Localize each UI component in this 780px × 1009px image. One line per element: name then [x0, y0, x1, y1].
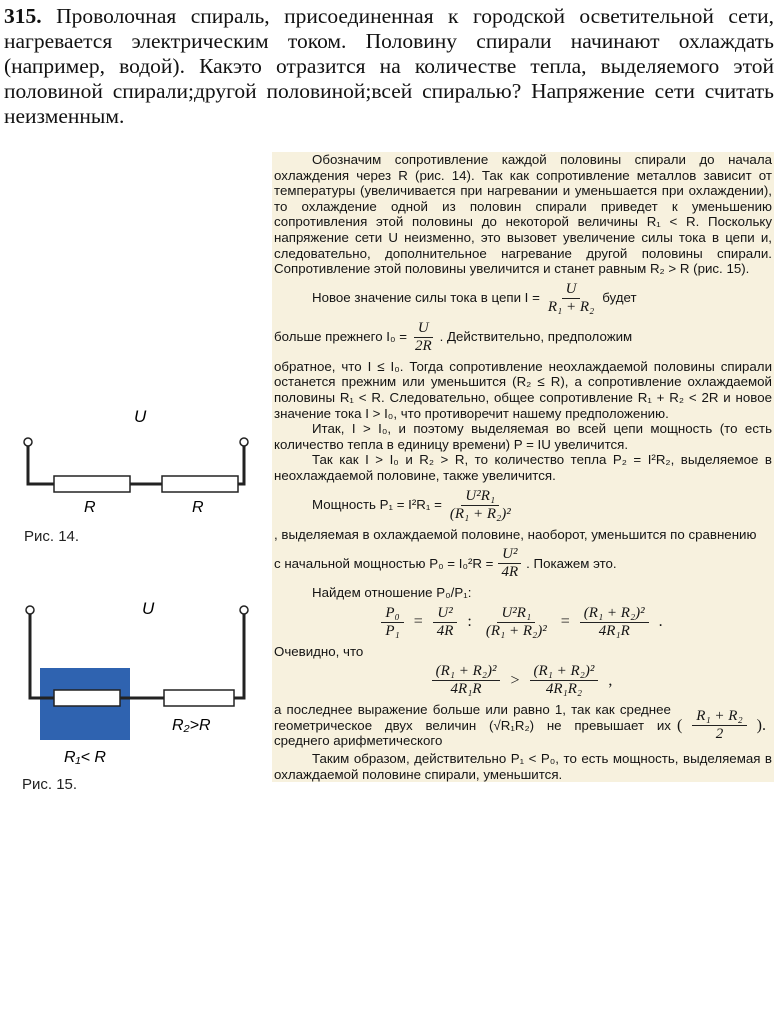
figure-14-caption: Рис. 14. [24, 528, 80, 545]
power-p0-fraction [497, 546, 522, 581]
ineq-a [432, 663, 501, 698]
power-p0-formula [274, 546, 772, 581]
colon-sign: : [467, 613, 472, 631]
ratio-c [482, 605, 551, 640]
comma-sign: , [608, 671, 613, 689]
current-den: R₁ + R₂ [547, 298, 595, 315]
inequality-formula [274, 663, 772, 698]
problem-statement [4, 4, 774, 129]
equals-sign: = [413, 613, 423, 631]
power-p0-text: с начальной мощностью P₀ = I₀²R = [274, 555, 494, 571]
solution-paragraph-9: Найдем отношение P₀/P₁: [312, 585, 472, 601]
ratio-d-num: (R₁ + R₂)² [580, 605, 649, 623]
ratio-a [381, 605, 403, 640]
resistor-left [54, 476, 130, 492]
ratio-c-den: (R₁ + R₂)² [485, 622, 547, 639]
terminal-left [24, 438, 32, 446]
arith-mean-num: R₁ + R₂ [692, 708, 746, 726]
problem-number: 315. [4, 4, 42, 28]
power-p1-num: U²R₁ [461, 488, 499, 506]
paren-open: ( [676, 716, 683, 734]
initial-current-after: . Действительно, предположим [439, 329, 633, 345]
solution-paragraph-5: Итак, I > I₀, и поэтому выделяемая во всей цепи мощность (то есть количество тепла в единицу времени) P = IU увеличится. [274, 421, 772, 452]
initial-current-formula [274, 320, 772, 355]
equals-sign: = [560, 613, 570, 631]
ratio-d [580, 605, 649, 640]
power-p1-fraction [446, 488, 515, 523]
arith-mean-den: 2 [715, 726, 724, 743]
ratio-b-num: U² [433, 605, 456, 623]
solution-paragraph-1: Обозначим сопротивление каждой половины спирали до начала охлаждения через R (рис. 14). Так как сопротивление металлов зависит от температуры (увеличивается при нагревании и уменьшается при охлаждении), то охлаждение одной из половин спирали приведет к уменьшению сопротивления этой половины до некоторой величины R₁ < R. Поскольку напряжение сети U неизменно, это вызовет увеличение силы тока в цепи и, следовательно, дополнительное нагревание другой половины спирали. Сопротивление этой половины увеличится и станет равным R₂ > R (рис. 15). [274, 152, 772, 277]
current-after: будет [602, 290, 637, 306]
fig14-r-left-label: R [84, 499, 96, 516]
arith-mean-fraction [692, 708, 746, 743]
current-fraction [544, 281, 598, 316]
power-p0-after: . Покажем это. [526, 555, 617, 571]
current-num: U [562, 281, 581, 299]
solution-paragraph-6: Так как I > I₀ и R₂ > R, то количество тепла P₂ = I²R₂, выделяемое в неохлаждаемой половине, также увеличится. [274, 452, 772, 483]
figure-14-circuit [14, 400, 264, 520]
ratio-b [433, 605, 458, 640]
current-formula [274, 281, 772, 316]
ineq-a-den: 4R₁R [450, 681, 482, 698]
ineq-b-num: (R₁ + R₂)² [530, 663, 599, 681]
wire-left [28, 446, 54, 484]
fig15-voltage-label: U [142, 599, 155, 618]
ineq-a-num: (R₁ + R₂)² [432, 663, 501, 681]
wire-right [238, 446, 244, 484]
resistor-cooled [54, 690, 120, 706]
greater-sign: > [510, 671, 520, 689]
paren-close: ). [756, 716, 766, 734]
solution-paragraph-10: Очевидно, что [274, 643, 364, 659]
initial-current-fraction [411, 320, 436, 355]
initial-current-text: больше прежнего I₀ = [274, 329, 407, 345]
wire-right [234, 614, 244, 698]
figure-15-caption: Рис. 15. [22, 776, 78, 793]
power-p1-after: , выделяемая в охлаждаемой половине, наоборот, уменьшится по сравнению [274, 526, 757, 542]
terminal-right [240, 438, 248, 446]
fig15-r2-label: R₂>R [172, 717, 211, 734]
ineq-b [530, 663, 599, 698]
fig14-r-right-label: R [192, 499, 204, 516]
mean-paragraph [274, 702, 772, 749]
ineq-b-den: 4R₁R₂ [545, 681, 583, 698]
power-p1-den: (R₁ + R₂)² [449, 505, 511, 522]
fig14-voltage-label: U [134, 407, 147, 426]
solution-paragraph-4: обратное, что I ≤ I₀. Тогда сопротивление неохлаждаемой половины спирали останется прежним или уменьшится (R₂ ≤ R), а сопротивление охлаждаемой половины R₁ < R. Следовательно, общее сопротивление R₁ + R₂ < 2R и новое значение тока I > I₀, что противоречит нашему предположению. [274, 358, 772, 421]
initial-current-num: U [414, 320, 433, 338]
resistor-right [162, 476, 238, 492]
power-p0-den: 4R [501, 564, 519, 581]
ratio-d-den: 4R₁R [598, 622, 630, 639]
solution-paragraph-11: а последнее выражение больше или равно 1, так как среднее геометрическое двух величин (√R₁R₂) не превышает их среднего арифметического [274, 702, 671, 749]
power-p1-formula [274, 488, 772, 523]
solution-paragraph-12: Таким образом, действительно P₁ < P₀, то есть мощность, выделяемая в охлаждаемой половине спирали, уменьшится. [274, 751, 772, 782]
power-p0-num: U² [498, 546, 521, 564]
current-text: Новое значение силы тока в цепи I = [312, 290, 540, 306]
fig15-r1-label: R₁< R [64, 749, 106, 766]
ratio-c-num: U²R₁ [497, 605, 535, 623]
terminal-right [240, 606, 248, 614]
initial-current-den: 2R [414, 337, 432, 354]
ratio-a-den: P₁ [385, 622, 400, 639]
terminal-left [26, 606, 34, 614]
ratio-formula [274, 605, 772, 640]
ratio-b-den: 4R [436, 622, 454, 639]
resistor-heated [164, 690, 234, 706]
period-sign: . [658, 613, 663, 631]
power-p1-text: Мощность P₁ = I²R₁ = [312, 497, 442, 513]
solution-block [272, 152, 774, 782]
figure-15-circuit [14, 596, 264, 776]
problem-text: Проволочная спираль, присоединенная к городской осветительной сети, нагревается электрическим током. Половину спирали начинают охлаждать (например, водой). Какэто отразится на количестве тепла, выделяемого этой половиной спирали;другой половиной;всей спиралью? Напряжение сети считать неизменным. [4, 4, 774, 128]
ratio-a-num: P₀ [381, 605, 403, 623]
